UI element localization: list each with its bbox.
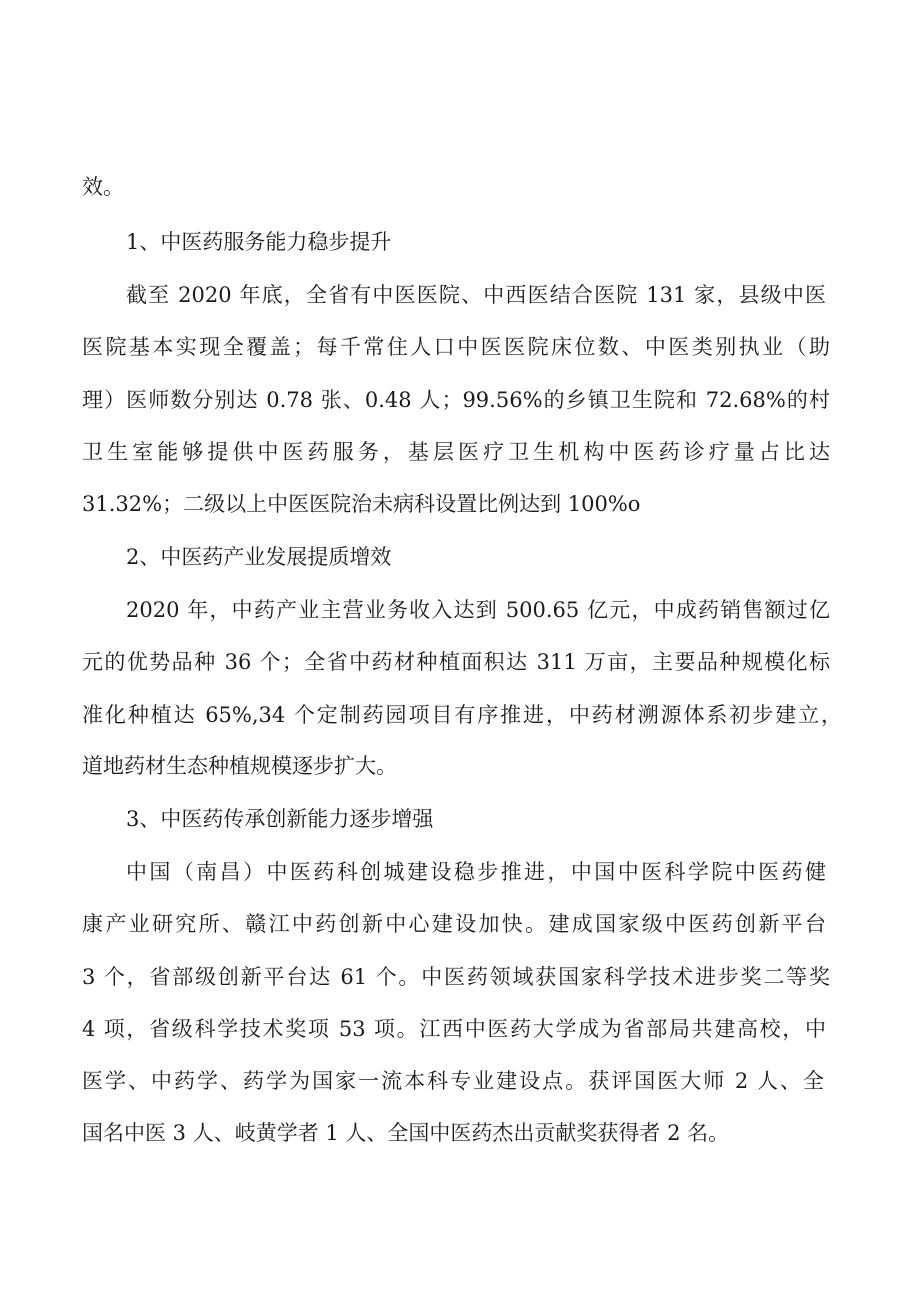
section-3-line-5: 医学、中药学、药学为国家一流本科专业建设点。获评国医大师 2 人、全 [82, 1069, 824, 1093]
section-2-line-3: 准化种植达 65%,34 个定制药园项目有序推进，中药材溯源体系初步建立， [82, 703, 842, 727]
paragraph-line [0, 642, 920, 682]
section-heading [0, 222, 920, 262]
section-heading [0, 537, 920, 577]
paragraph-line [0, 327, 920, 367]
paragraph-line [0, 275, 920, 315]
paragraph-line [0, 1009, 920, 1049]
paragraph-line [0, 167, 920, 207]
section-1-line-1: 截至 2020 年底，全省有中医医院、中西医结合医院 131 家，县级中医 [126, 283, 826, 307]
section-3-heading: 3、中医药传承创新能力逐步增强 [126, 807, 434, 831]
section-3-line-6: 国名中医 3 人、岐黄学者 1 人、全国中医药杰出贡献奖获得者 2 名。 [82, 1121, 730, 1145]
paragraph-line [0, 695, 920, 735]
section-3-line-4: 4 项，省级科学技术奖项 53 项。江西中医药大学成为省部局共建高校，中 [82, 1017, 826, 1041]
section-1-heading: 1、中医药服务能力稳步提升 [126, 230, 392, 254]
section-3-line-1: 中国（南昌）中医药科创城建设稳步推进，中国中医科学院中医药健 [126, 860, 826, 884]
section-3-line-3: 3 个，省部级创新平台达 61 个。中医药领域获国家科学技术进步奖二等奖 [82, 965, 830, 989]
section-2-line-4: 道地药材生态种植规模逐步扩大。 [82, 754, 397, 778]
section-1-line-5: 31.32%；二级以上中医医院治未病科设置比例达到 100%o [82, 492, 641, 516]
section-2-line-2: 元的优势品种 36 个；全省中药材种植面积达 311 万亩，主要品种规模化标 [82, 650, 830, 674]
section-heading [0, 799, 920, 839]
paragraph-line [0, 957, 920, 997]
paragraph-line [0, 1061, 920, 1101]
section-1-line-3: 理）医师数分别达 0.78 张、0.48 人；99.56%的乡镇卫生院和 72.68%的村 [82, 388, 830, 412]
section-1-line-4: 卫生室能够提供中医药服务，基层医疗卫生机构中医药诊疗量占比达 [82, 440, 830, 464]
section-2-heading: 2、中医药产业发展提质增效 [126, 545, 392, 569]
paragraph-line [0, 432, 920, 472]
paragraph-line [0, 380, 920, 420]
paragraph-line [0, 746, 920, 786]
paragraph-line [0, 904, 920, 944]
paragraph-line [0, 484, 920, 524]
section-3-line-2: 康产业研究所、赣江中药创新中心建设加快。建成国家级中医药创新平台 [82, 912, 826, 936]
section-1-line-2: 医院基本实现全覆盖；每千常住人口中医医院床位数、中医类别执业（助 [82, 335, 830, 359]
paragraph-line [0, 852, 920, 892]
intro-tail-text: 效。 [82, 175, 124, 199]
section-2-line-1: 2020 年，中药产业主营业务收入达到 500.65 亿元，中成药销售额过亿 [126, 598, 830, 622]
paragraph-line [0, 1113, 920, 1153]
paragraph-line [0, 590, 920, 630]
